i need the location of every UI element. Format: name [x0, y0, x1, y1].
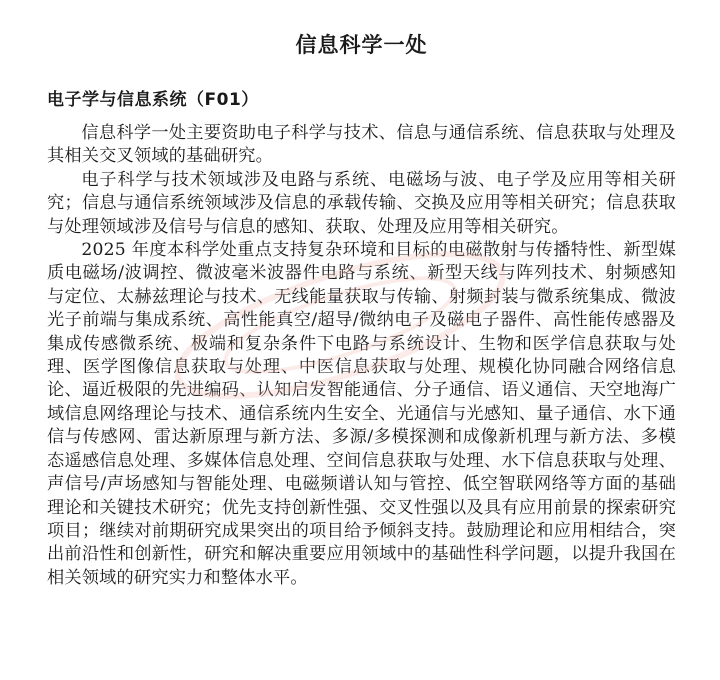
page-title: 信息科学一处 [295, 33, 428, 57]
paragraph-priorities: 2025 年度本科学处重点支持复杂环境和目标的电磁散射与传播特性、新型媒质电磁场/波调控、微波毫米波器件电路与系统、新型天线与阵列技术、射频感知与定位、太赫兹理论与技术、无线能量获取与传输、射频封装与微系统集成、微波光子前端与集成系统、高性能真空/超导/微纳电子及磁电子器件、高性能传感器及集成传感微系统、极端和复杂条件下电路与系统设计、生物和医学信息获取与处理、医学图像信息获取与处理、中医信息获取与处理、规模化协同融合网络信息论、逼近极限的先进编码、认知启发智能通信、分子通信、语义通信、天空地海广域信息网络理论与技术、通信系统内生安全、光通信与光感知、量子通信、水下通信与传感网、雷达新原理与新方法、多源/多模探测和成像新机理与新方法、多模态遥感信息处理、多媒体信息处理、空间信息获取与处理、水下信息获取与处理、声信号/声场感知与智能处理、电磁频谱认知与管控、低空智联网络等方面的基础理论和关键技术研究；优先支持创新性强、交叉性强以及具有应用前景的探索研究项目；继续对前期研究成果突出的项目给予倾斜支持。鼓励理论和应用相结合，突出前沿性和创新性，研究和解决重要应用领域中的基础性科学问题，以提升我国在相关领域的研究实力和整体水平。 [47, 240, 676, 588]
body-text [47, 122, 676, 590]
paragraph-fields: 电子科学与技术领域涉及电路与系统、电磁场与波、电子学及应用等相关研究；信息与通信系统领域涉及信息的承载传输、交换及应用等相关研究；信息获取与处理领域涉及信号与信息的感知、获取、处理及应用等相关研究。 [47, 169, 676, 237]
paragraph-intro: 信息科学一处主要资助电子科学与技术、信息与通信系统、信息获取与处理及其相关交叉领域的基础研究。 [47, 123, 676, 167]
section-heading: 电子学与信息系统（F01） [47, 90, 259, 110]
